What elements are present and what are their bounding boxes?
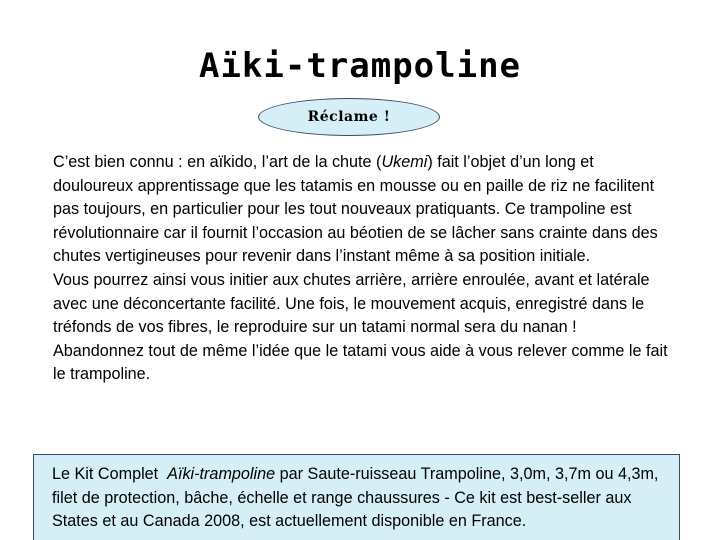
ukemi-term: Ukemi (381, 153, 428, 171)
reclame-badge (258, 98, 440, 136)
body-text (53, 151, 678, 387)
paragraph-warning: Abandonnez tout de même l’idée que le tatami vous aide à vous relever comme le fait le trampoline. (53, 341, 668, 384)
kit-prefix: Le Kit Complet (52, 465, 168, 483)
kit-details: par Saute-ruisseau Trampoline, 3,0m, 3,7m ou 4,3m, filet de protection, bâche, échelle et range chaussures - Ce kit est best-seller aux States et au Canada 2008, est actuellement disponible en France. (52, 465, 659, 531)
paragraph-intro-start: C’est bien connu : en aïkido, l’art de la chute ( (53, 153, 382, 171)
kit-offer-box (33, 454, 680, 540)
kit-product-name: Aïki-trampoline (167, 465, 276, 483)
paragraph-intro-end: ) fait l’objet d’un long et douloureux apprentissage que les tatamis en mousse ou en paille de riz ne facilitent pas toujours, en particulier pour les tout nouveaux pratiquants. Ce trampoline est révolutionnaire car il fournit l’occasion au béotien de se lâcher sans crainte dans des chutes vertigineuses pour revenir dans l’instant même à sa position initiale. (53, 153, 658, 266)
reclame-badge-label: Réclame ! (307, 109, 391, 125)
paragraph-intro (53, 151, 678, 269)
slide-title: Aïki-trampoline (198, 46, 522, 86)
paragraph-learning: Vous pourrez ainsi vous initier aux chutes arrière, arrière enroulée, avant et latérale avec une déconcertante facilité. Une fois, le mouvement acquis, enregistré dans le tréfonds de vos fibres, le reproduire sur un tatami normal sera du nanan ! (53, 270, 650, 337)
